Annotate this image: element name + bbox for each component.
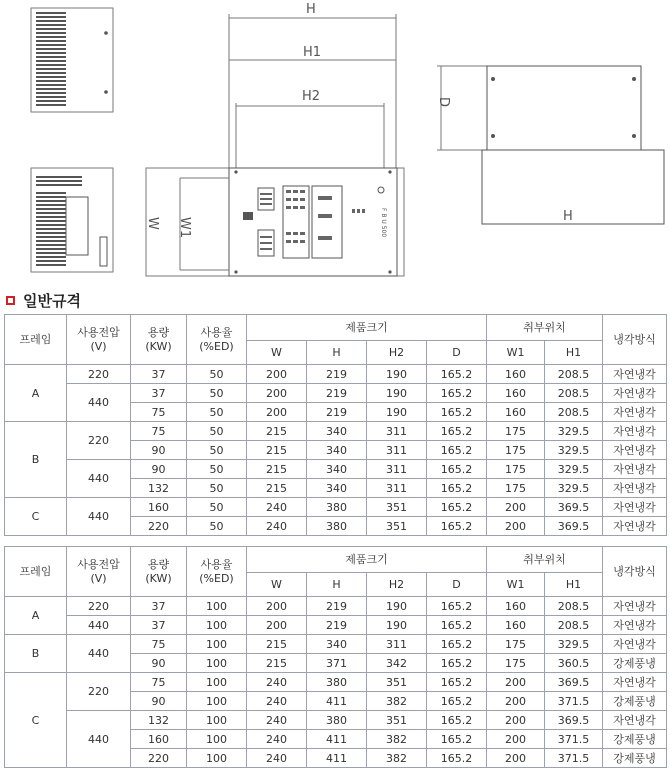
header-d: D — [427, 341, 487, 365]
dim-label-d: D — [436, 97, 451, 108]
cooling-cell: 자연냉각 — [603, 422, 667, 441]
cooling-cell: 강제풍냉 — [603, 730, 667, 749]
h-cell: 411 — [307, 730, 367, 749]
w1-cell: 200 — [487, 730, 545, 749]
w1-cell: 175 — [487, 479, 545, 498]
w1-cell: 175 — [487, 635, 545, 654]
h-cell: 219 — [307, 365, 367, 384]
cooling-cell: 자연냉각 — [603, 441, 667, 460]
cooling-cell: 자연냉각 — [603, 597, 667, 616]
h1-cell: 371.5 — [545, 749, 603, 768]
cooling-cell: 자연냉각 — [603, 403, 667, 422]
voltage-cell: 440 — [67, 460, 131, 498]
capacity-cell: 75 — [131, 673, 187, 692]
cooling-cell: 자연냉각 — [603, 365, 667, 384]
section-title: 일반규격 — [23, 291, 81, 310]
h1-cell: 371.5 — [545, 692, 603, 711]
d-cell: 165.2 — [427, 479, 487, 498]
frame-cell: C — [5, 673, 67, 768]
h1-cell: 208.5 — [545, 403, 603, 422]
table-row — [5, 498, 667, 517]
h2-cell: 311 — [367, 460, 427, 479]
cooling-cell: 강제풍냉 — [603, 654, 667, 673]
header-w1: W1 — [487, 573, 545, 597]
w1-cell: 175 — [487, 441, 545, 460]
voltage-cell: 440 — [67, 616, 131, 635]
capacity-cell: 37 — [131, 384, 187, 403]
capacity-cell: 160 — [131, 498, 187, 517]
w-cell: 240 — [247, 749, 307, 768]
d-cell: 165.2 — [427, 460, 487, 479]
header-voltage: 사용전압 (V) — [67, 315, 131, 365]
h-cell: 411 — [307, 749, 367, 768]
h-cell: 380 — [307, 673, 367, 692]
capacity-cell: 75 — [131, 403, 187, 422]
capacity-cell: 132 — [131, 479, 187, 498]
d-cell: 165.2 — [427, 654, 487, 673]
header-frame: 프레임 — [5, 547, 67, 597]
h1-cell: 360.5 — [545, 654, 603, 673]
spec-table-100ed — [4, 546, 667, 768]
d-cell: 165.2 — [427, 403, 487, 422]
header-duty: 사용율 (%ED) — [187, 315, 247, 365]
cooling-cell: 자연냉각 — [603, 635, 667, 654]
cooling-cell: 강제풍냉 — [603, 749, 667, 768]
capacity-cell: 90 — [131, 460, 187, 479]
w1-cell: 200 — [487, 711, 545, 730]
voltage-cell: 220 — [67, 422, 131, 460]
h1-cell: 208.5 — [545, 597, 603, 616]
h-cell: 219 — [307, 384, 367, 403]
h1-cell: 329.5 — [545, 422, 603, 441]
header-h: H — [307, 341, 367, 365]
w-cell: 240 — [247, 498, 307, 517]
duty-cell: 50 — [187, 460, 247, 479]
header-frame: 프레임 — [5, 315, 67, 365]
table-row — [5, 384, 667, 403]
dim-label-h2: H2 — [302, 89, 321, 104]
h-cell: 380 — [307, 498, 367, 517]
front-view-unit — [31, 168, 113, 272]
duty-cell: 50 — [187, 498, 247, 517]
header-h1: H1 — [545, 573, 603, 597]
d-cell: 165.2 — [427, 517, 487, 536]
h-cell: 371 — [307, 654, 367, 673]
capacity-cell: 90 — [131, 441, 187, 460]
capacity-cell: 132 — [131, 711, 187, 730]
w1-cell: 200 — [487, 517, 545, 536]
duty-cell: 100 — [187, 597, 247, 616]
frame-cell: B — [5, 635, 67, 673]
capacity-cell: 37 — [131, 597, 187, 616]
w-cell: 240 — [247, 711, 307, 730]
duty-cell: 100 — [187, 730, 247, 749]
d-cell: 165.2 — [427, 441, 487, 460]
spec-table-50ed — [4, 314, 667, 536]
frame-cell: C — [5, 498, 67, 536]
h2-cell: 311 — [367, 479, 427, 498]
d-cell: 165.2 — [427, 692, 487, 711]
top-view-unit — [31, 8, 113, 112]
cooling-cell: 자연냉각 — [603, 384, 667, 403]
table-row — [5, 711, 667, 730]
table-row — [5, 460, 667, 479]
capacity-cell: 75 — [131, 422, 187, 441]
h-cell: 219 — [307, 597, 367, 616]
frame-cell: A — [5, 365, 67, 422]
duty-cell: 50 — [187, 441, 247, 460]
w1-cell: 200 — [487, 498, 545, 517]
h2-cell: 311 — [367, 635, 427, 654]
header-w: W — [247, 341, 307, 365]
d-cell: 165.2 — [427, 597, 487, 616]
w-cell: 215 — [247, 422, 307, 441]
h2-cell: 190 — [367, 384, 427, 403]
header-voltage: 사용전압 (V) — [67, 547, 131, 597]
w1-cell: 200 — [487, 673, 545, 692]
header-capacity: 용량 (KW) — [131, 315, 187, 365]
capacity-cell: 220 — [131, 517, 187, 536]
d-cell: 165.2 — [427, 498, 487, 517]
h2-cell: 190 — [367, 616, 427, 635]
w1-cell: 175 — [487, 422, 545, 441]
duty-cell: 100 — [187, 749, 247, 768]
h1-cell: 329.5 — [545, 460, 603, 479]
w-cell: 200 — [247, 384, 307, 403]
duty-cell: 50 — [187, 365, 247, 384]
h-cell: 411 — [307, 692, 367, 711]
voltage-cell: 220 — [67, 365, 131, 384]
h1-cell: 329.5 — [545, 479, 603, 498]
w-cell: 240 — [247, 730, 307, 749]
voltage-cell: 440 — [67, 384, 131, 422]
h1-cell: 208.5 — [545, 616, 603, 635]
dim-label-w: W — [145, 217, 160, 230]
header-capacity: 용량 (KW) — [131, 547, 187, 597]
w-cell: 200 — [247, 597, 307, 616]
h2-cell: 351 — [367, 517, 427, 536]
cooling-cell: 자연냉각 — [603, 616, 667, 635]
cooling-cell: 강제풍냉 — [603, 692, 667, 711]
h2-cell: 311 — [367, 422, 427, 441]
cooling-cell: 자연냉각 — [603, 517, 667, 536]
h1-cell: 208.5 — [545, 384, 603, 403]
h1-cell: 369.5 — [545, 711, 603, 730]
header-h1: H1 — [545, 341, 603, 365]
h-cell: 340 — [307, 441, 367, 460]
duty-cell: 50 — [187, 422, 247, 441]
duty-cell: 50 — [187, 403, 247, 422]
header-h2: H2 — [367, 573, 427, 597]
w-cell: 240 — [247, 673, 307, 692]
red-square-bullet-icon — [6, 296, 15, 305]
w-cell: 215 — [247, 479, 307, 498]
dim-label-side-h: H — [563, 209, 573, 224]
frame-cell: B — [5, 422, 67, 498]
capacity-cell: 37 — [131, 365, 187, 384]
capacity-cell: 90 — [131, 692, 187, 711]
header-mount: 취부위치 — [487, 547, 603, 573]
d-cell: 165.2 — [427, 730, 487, 749]
section-heading — [6, 290, 81, 310]
h-cell: 380 — [307, 711, 367, 730]
side-view — [437, 66, 664, 224]
h2-cell: 382 — [367, 692, 427, 711]
h1-cell: 371.5 — [545, 730, 603, 749]
dimension-drawing — [0, 0, 670, 290]
cooling-cell: 자연냉각 — [603, 673, 667, 692]
capacity-cell: 220 — [131, 749, 187, 768]
header-size: 제품크기 — [247, 547, 487, 573]
h2-cell: 351 — [367, 673, 427, 692]
h-cell: 340 — [307, 460, 367, 479]
cooling-cell: 자연냉각 — [603, 479, 667, 498]
table-row — [5, 422, 667, 441]
duty-cell: 100 — [187, 692, 247, 711]
device-label: F B U 500 — [380, 208, 387, 238]
w-cell: 215 — [247, 441, 307, 460]
w1-cell: 175 — [487, 460, 545, 479]
duty-cell: 100 — [187, 673, 247, 692]
voltage-cell: 220 — [67, 597, 131, 616]
duty-cell: 50 — [187, 517, 247, 536]
w-cell: 215 — [247, 635, 307, 654]
h2-cell: 311 — [367, 441, 427, 460]
h2-cell: 342 — [367, 654, 427, 673]
duty-cell: 100 — [187, 654, 247, 673]
voltage-cell: 440 — [67, 498, 131, 536]
duty-cell: 100 — [187, 635, 247, 654]
cooling-cell: 자연냉각 — [603, 460, 667, 479]
capacity-cell: 160 — [131, 730, 187, 749]
dim-label-h1: H1 — [303, 45, 322, 60]
d-cell: 165.2 — [427, 422, 487, 441]
header-w1: W1 — [487, 341, 545, 365]
h2-cell: 190 — [367, 403, 427, 422]
duty-cell: 50 — [187, 479, 247, 498]
capacity-cell: 75 — [131, 635, 187, 654]
table-row — [5, 673, 667, 692]
dim-label-h: H — [306, 2, 316, 17]
header-cooling: 냉각방식 — [603, 547, 667, 597]
duty-cell: 100 — [187, 616, 247, 635]
h2-cell: 351 — [367, 498, 427, 517]
header-d: D — [427, 573, 487, 597]
h1-cell: 329.5 — [545, 635, 603, 654]
d-cell: 165.2 — [427, 365, 487, 384]
w1-cell: 160 — [487, 384, 545, 403]
w-cell: 200 — [247, 616, 307, 635]
duty-cell: 100 — [187, 711, 247, 730]
duty-cell: 50 — [187, 384, 247, 403]
cooling-cell: 자연냉각 — [603, 498, 667, 517]
d-cell: 165.2 — [427, 673, 487, 692]
w1-cell: 200 — [487, 749, 545, 768]
header-duty: 사용율 (%ED) — [187, 547, 247, 597]
h-cell: 219 — [307, 616, 367, 635]
table-row — [5, 597, 667, 616]
header-cooling: 냉각방식 — [603, 315, 667, 365]
h2-cell: 190 — [367, 597, 427, 616]
h2-cell: 190 — [367, 365, 427, 384]
capacity-cell: 90 — [131, 654, 187, 673]
h-cell: 340 — [307, 479, 367, 498]
w-cell: 240 — [247, 517, 307, 536]
voltage-cell: 220 — [67, 673, 131, 711]
d-cell: 165.2 — [427, 384, 487, 403]
dim-label-w1: W1 — [177, 217, 192, 239]
table-row — [5, 365, 667, 384]
w-cell: 240 — [247, 692, 307, 711]
d-cell: 165.2 — [427, 711, 487, 730]
h-cell: 219 — [307, 403, 367, 422]
w1-cell: 200 — [487, 692, 545, 711]
h2-cell: 351 — [367, 711, 427, 730]
header-mount: 취부위치 — [487, 315, 603, 341]
table-row — [5, 635, 667, 654]
table-row — [5, 616, 667, 635]
h-cell: 380 — [307, 517, 367, 536]
header-w: W — [247, 573, 307, 597]
d-cell: 165.2 — [427, 616, 487, 635]
h1-cell: 208.5 — [545, 365, 603, 384]
capacity-cell: 37 — [131, 616, 187, 635]
d-cell: 165.2 — [427, 635, 487, 654]
h1-cell: 329.5 — [545, 441, 603, 460]
h1-cell: 369.5 — [545, 498, 603, 517]
d-cell: 165.2 — [427, 749, 487, 768]
header-h: H — [307, 573, 367, 597]
header-h2: H2 — [367, 341, 427, 365]
frame-cell: A — [5, 597, 67, 635]
voltage-cell: 440 — [67, 635, 131, 673]
h1-cell: 369.5 — [545, 517, 603, 536]
w1-cell: 160 — [487, 365, 545, 384]
table-body — [5, 365, 667, 536]
h-cell: 340 — [307, 635, 367, 654]
w1-cell: 175 — [487, 654, 545, 673]
w-cell: 200 — [247, 403, 307, 422]
h2-cell: 382 — [367, 730, 427, 749]
h2-cell: 382 — [367, 749, 427, 768]
voltage-cell: 440 — [67, 711, 131, 768]
table-body — [5, 597, 667, 768]
h-cell: 340 — [307, 422, 367, 441]
w1-cell: 160 — [487, 616, 545, 635]
w1-cell: 160 — [487, 597, 545, 616]
w1-cell: 160 — [487, 403, 545, 422]
w-cell: 215 — [247, 460, 307, 479]
h1-cell: 369.5 — [545, 673, 603, 692]
w-cell: 200 — [247, 365, 307, 384]
cooling-cell: 자연냉각 — [603, 711, 667, 730]
w-cell: 215 — [247, 654, 307, 673]
header-size: 제품크기 — [247, 315, 487, 341]
